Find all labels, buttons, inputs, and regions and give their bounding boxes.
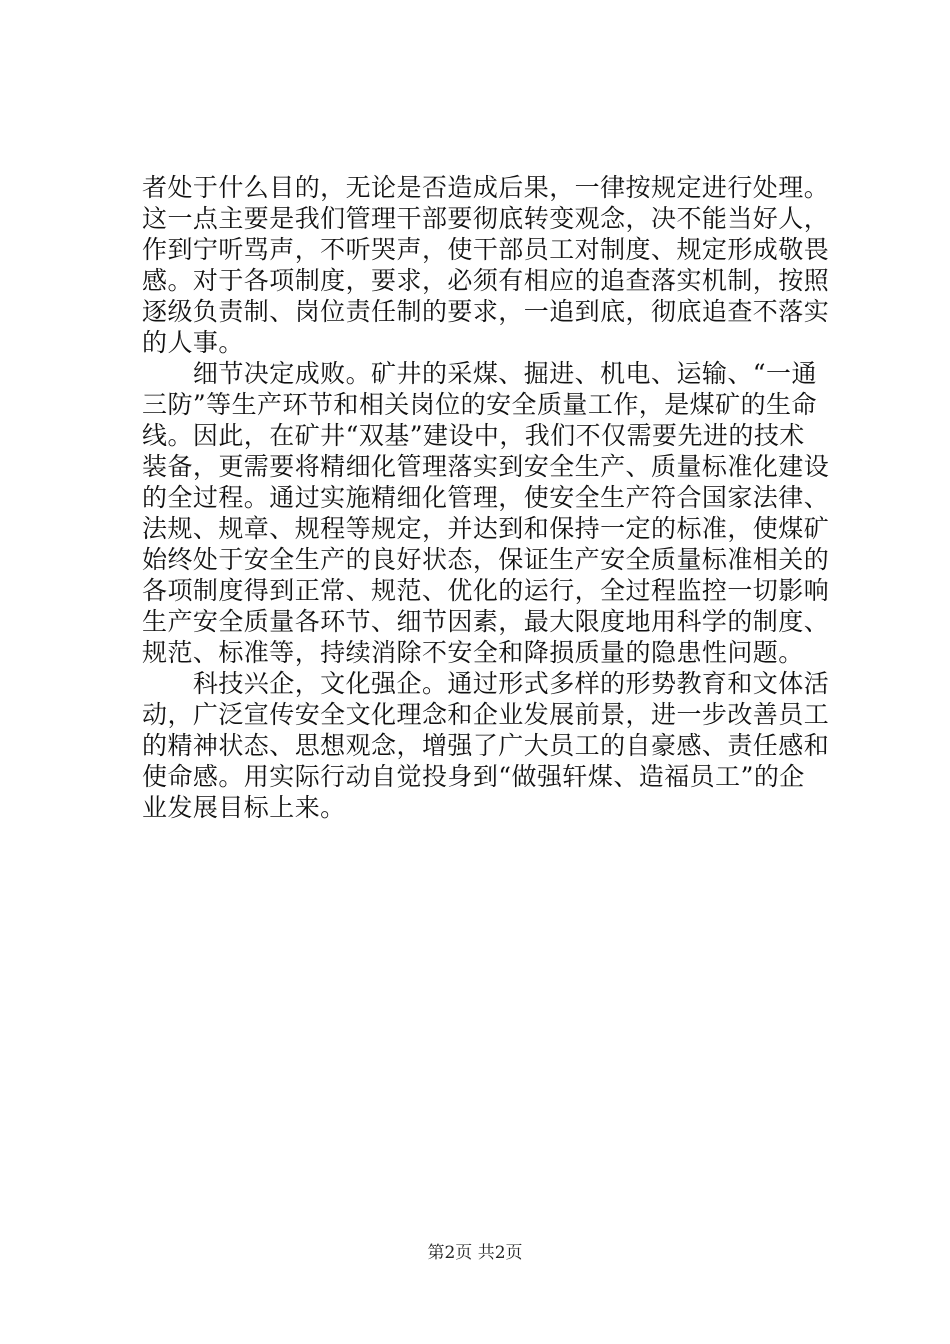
text-line: 者处于什么目的，无论是否造成后果，一律按规定进行处理。 [142, 173, 830, 202]
text-line: 始终处于安全生产的良好状态，保证生产安全质量标准相关的 [142, 545, 830, 574]
text-line: 法规、规章、规程等规定，并达到和保持一定的标准，使煤矿 [142, 514, 830, 543]
text-line: 科技兴企，文化强企。通过形式多样的形势教育和文体活 [142, 669, 830, 698]
text-line: 的精神状态、思想观念，增强了广大员工的自豪感、责任感和 [142, 731, 830, 760]
text-line: 逐级负责制、岗位责任制的要求，一追到底，彻底追查不落实 [142, 297, 830, 326]
text-line: 感。对于各项制度，要求，必须有相应的追查落实机制，按照 [142, 266, 830, 295]
text-line: 业发展目标上来。 [142, 793, 346, 822]
text-line: 细节决定成败。矿井的采煤、掘进、机电、运输、“一通 [142, 359, 817, 388]
text-line: 生产安全质量各环节、细节因素，最大限度地用科学的制度、 [142, 607, 830, 636]
text-line: 作到宁听骂声，不听哭声，使干部员工对制度、规定形成敬畏 [142, 235, 830, 264]
text-line: 线。因此，在矿井“双基”建设中，我们不仅需要先进的技术 [142, 421, 805, 450]
body-text [142, 172, 842, 823]
text-line: 的全过程。通过实施精细化管理，使安全生产符合国家法律、 [142, 483, 830, 512]
text-line: 三防”等生产环节和相关岗位的安全质量工作，是煤矿的生命 [142, 390, 817, 419]
text-line: 动，广泛宣传安全文化理念和企业发展前景，进一步改善员工 [142, 700, 830, 729]
text-line: 使命感。用实际行动自觉投身到“做强轩煤、造福员工”的企 [142, 762, 805, 791]
text-line: 装备，更需要将精细化管理落实到安全生产、质量标准化建设 [142, 452, 830, 481]
text-line: 这一点主要是我们管理干部要彻底转变观念，决不能当好人， [142, 204, 830, 233]
page-number-footer: 第2页 共2页 [427, 1243, 523, 1263]
text-line: 规范、标准等，持续消除不安全和降损质量的隐患性问题。 [142, 638, 804, 667]
text-line: 各项制度得到正常、规范、优化的运行，全过程监控一切影响 [142, 576, 830, 605]
text-line: 的人事。 [142, 328, 244, 357]
